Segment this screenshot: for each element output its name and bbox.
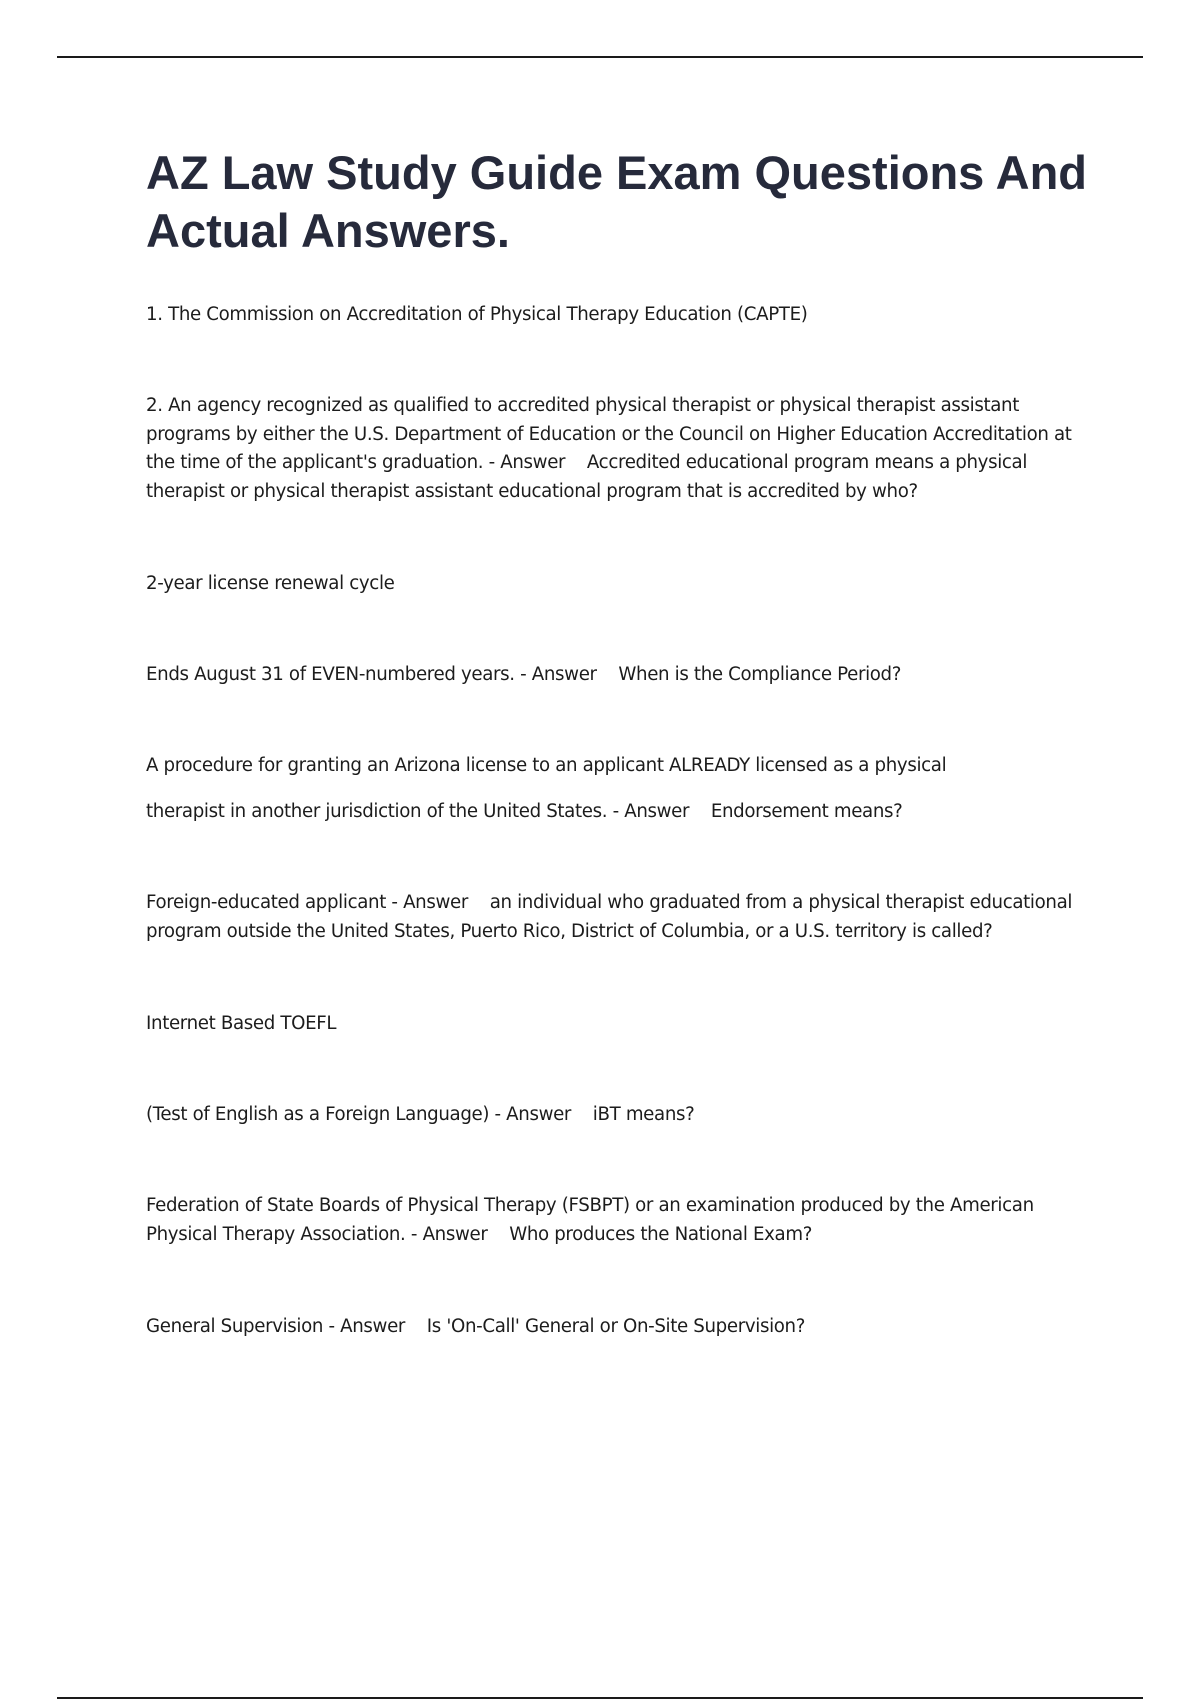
paragraph-8 [146, 1010, 1096, 1039]
paragraph-question: Is 'On-Call' General or On-Site Supervision? [426, 1316, 806, 1337]
paragraph-2 [146, 392, 1096, 506]
paragraph-text: General Supervision - Answer [146, 1316, 406, 1337]
paragraph-5 [146, 752, 1096, 781]
paragraph-question: Accredited educational program means a physical therapist or physical therapist assistant educational program that is accredited by who? [146, 452, 1028, 502]
paragraph-text: Foreign-educated applicant - Answer [146, 892, 468, 913]
document-title: AZ Law Study Guide Exam Questions And Actual Answers. [146, 146, 1087, 257]
paragraph-question: an individual who graduated from a physical therapist educational program outside the United States, Puerto Rico, District of Columbia, or a U.S. territory is called? [146, 892, 1073, 942]
paragraph-11 [146, 1313, 1096, 1342]
paragraph-7 [146, 889, 1096, 946]
paragraph-9 [146, 1101, 1096, 1130]
paragraph-text: Internet Based TOEFL [146, 1013, 337, 1034]
paragraph-text: 1. The Commission on Accreditation of Physical Therapy Education (CAPTE) [146, 304, 808, 325]
paragraph-text: Federation of State Boards of Physical Therapy (FSBPT) or an examination produced by the American Physical Therapy Association. - Answer [146, 1195, 1034, 1245]
paragraph-6 [146, 798, 1096, 827]
paragraph-4 [146, 661, 1096, 690]
paragraph-text: 2-year license renewal cycle [146, 573, 395, 594]
paragraph-text: A procedure for granting an Arizona license to an applicant ALREADY licensed as a physical [146, 755, 947, 776]
paragraph-text: (Test of English as a Foreign Language) - Answer [146, 1104, 572, 1125]
paragraph-text: Ends August 31 of EVEN-numbered years. - Answer [146, 664, 597, 685]
paragraph-3 [146, 570, 1096, 599]
paragraph-question: iBT means? [592, 1104, 695, 1125]
paragraph-text: 2. An agency recognized as qualified to accredited physical therapist or physical therapist assistant programs by either the U.S. Department of Education or the Council on Higher Education Accreditation at the time of the applicant's graduation. - Answer [146, 395, 1072, 473]
paragraph-question: When is the Compliance Period? [618, 664, 902, 685]
top-divider [57, 56, 1143, 58]
bottom-divider [57, 1697, 1143, 1699]
paragraph-10 [146, 1192, 1096, 1249]
paragraph-1 [146, 301, 1096, 330]
paragraph-question: Endorsement means? [710, 801, 903, 822]
paragraph-text: therapist in another jurisdiction of the United States. - Answer [146, 801, 690, 822]
paragraph-question: Who produces the National Exam? [509, 1223, 813, 1245]
